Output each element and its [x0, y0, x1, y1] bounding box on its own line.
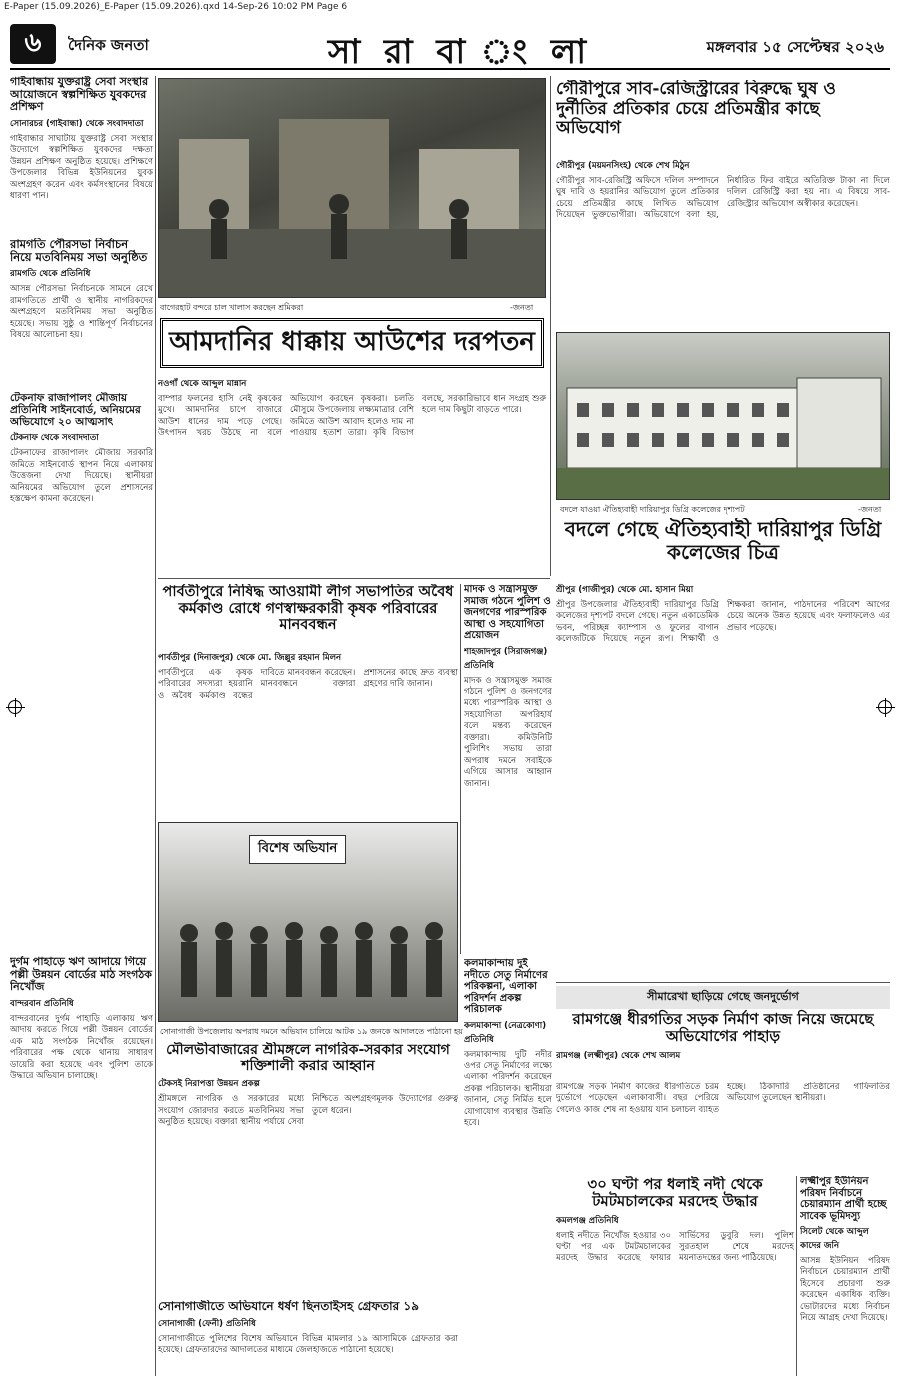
byline: রামগতি থেকে প্রতিনিধি — [10, 269, 91, 280]
article-body: শ্রীমঙ্গলে নাগরিক ও সরকারের মধ্যে সংযোগ জোরদার করতে মতবিনিময় সভা অনুষ্ঠিত হয়েছে। বক্তারা স্থানীয় পর্যায়ে সেবা নিশ্চিতে অংশগ্রহণমূলক উদ্যোগের গুরুত্ব তুলে ধরেন। — [158, 1094, 458, 1128]
page-number: ৬ — [10, 24, 56, 64]
photo-credit: -জনতা — [858, 505, 882, 514]
article-river — [556, 1176, 794, 1376]
byline: কলমাকান্দা (নেত্রকোণা) প্রতিনিধি — [464, 1020, 547, 1045]
headline: গাইবান্ধায় যুক্তরাষ্ট্র সেবা সংস্থার আয়োজনে স্বল্পশিক্ষিত যুবকদের প্রশিক্ষণ — [10, 76, 149, 114]
headline: মৌলভীবাজারের শ্রীমঙ্গলে নাগরিক-সরকার সংযোগ শক্তিশালী করার আহ্বান — [166, 1042, 450, 1075]
photo-caption: বদলে যাওয়া ঐতিহ্যবাহী দারিয়াপুর ডিগ্রি কলেজের দৃশ্যপট — [560, 505, 745, 514]
headline: টেকনাফ রাজাপালং মৌজায় প্রতিনিধি সাইনবোর্ড, অনিয়মের অভিযোগে ২০ আত্মসাৎ — [10, 392, 141, 429]
byline: রামগঞ্জ (লক্ষ্মীপুর) থেকে শেখ আলম — [556, 1050, 681, 1061]
article-body: মাদক ও সন্ত্রাসমুক্ত সমাজ গঠনে পুলিশ ও জনগণের মধ্যে পারস্পরিক আস্থা ও সহযোগিতা অপরিহার্য বলে মন্তব্য করেছেন বক্তারা। কমিউনিটি পুলিশিং সভায় তারা অপরাধ দমনে সবাইকে এগিয়ে আসার আহ্বান জানান। — [464, 675, 552, 789]
headline: গৌরীপুরে সাব-রেজিস্ট্রারের বিরুদ্ধে ঘুষ ও দুর্নীতির প্রতিকার চেয়ে প্রতিমন্ত্রীর কাছে অভিযোগ — [556, 80, 836, 139]
article-sonagazi-block — [158, 1300, 458, 1376]
headline: দুর্গম পাহাড়ে ঋণ আদায়ে গিয়ে পল্লী উন্নয়ন বোর্ডের মাঠ সংগঠক নিখোঁজ — [10, 956, 152, 994]
issue-date: মঙ্গলবার ১৫ সেপ্টেম্বর ২০২৬ — [706, 38, 884, 56]
photo-caption: বাগেরহাট বন্দরে চাল খালাস করছেন শ্রমিকরা — [160, 303, 304, 312]
section-divider — [158, 578, 550, 579]
byline: শাহজাদপুর (সিরাজগঞ্জ) প্রতিনিধি — [464, 646, 548, 671]
article-body: রামগঞ্জে সড়ক নির্মাণ কাজের ধীরগতিতে চরম দুর্ভোগে পড়েছেন এলাকাবাসী। বছর পেরিয়ে গেলেও কাজ শেষ না হওয়ায় যান চলাচল ব্যাহত হচ্ছে। ঠিকাদারি প্রতিষ্ঠানের গাফিলতির অভিযোগ তুলেছেন স্থানীয়রা। — [556, 1082, 890, 1115]
headline: কলমাকান্দায় দুই নদীতে সেতু নির্মাণের পরিকল্পনা, এলাকা পরিদর্শন প্রকল্প পরিচালক — [464, 958, 548, 1015]
masthead — [10, 22, 890, 70]
column-divider — [550, 76, 551, 576]
article-ramgati — [10, 238, 153, 388]
byline: বান্দরবান প্রতিনিধি — [10, 998, 74, 1009]
article-college — [556, 580, 890, 980]
article-parbatipur — [158, 648, 458, 818]
article-body: কলমাকান্দায় দুটি নদীর ওপর সেতু নির্মাণের লক্ষ্যে এলাকা পরিদর্শন করেছেন প্রকল্প পরিচালক। স্থানীয়রা জানান, সেতু নির্মিত হলে যোগাযোগ ব্যবস্থার উন্নতি হবে। — [464, 1049, 552, 1129]
byline: নওগাঁ থেকে আব্দুল মান্নান — [158, 379, 247, 389]
article-aush — [158, 374, 546, 572]
column-divider — [796, 1176, 797, 1376]
headline: আমদানির ধাক্কায় আউশের দরপতন — [169, 327, 535, 358]
file-info-bar: E-Paper (15.09.2026)_E-Paper (15.09.2026).qxd 14-Sep-26 10:02 PM Page 6 — [4, 2, 348, 12]
headline: রামগতি পৌরসভা নির্বাচন নিয়ে মতবিনিময় সভা অনুষ্ঠিত — [10, 238, 148, 265]
article-body: বান্দরবানের দুর্গম পাহাড়ি এলাকায় ঋণ আদায় করতে গিয়ে পল্লী উন্নয়ন বোর্ডের এক মাঠ সংগঠক নিখোঁজ রয়েছেন। পরিবারের পক্ষ থেকে থানায় সাধারণ ডায়েরি করা হয়েছে এবং পুলিশ তাকে উদ্ধারে অভিযান চালাচ্ছে। — [10, 1013, 153, 1082]
byline: সিলেট থেকে আব্দুল কাদের জনি — [800, 1227, 869, 1251]
article-body: বাম্পার ফলনের হাসি নেই কৃষকের মুখে। আমদানির চাপে বাজারে আউশ ধানের দাম পড়ে গেছে। উৎপাদন খরচ উঠছে না বলে অভিযোগ করছেন কৃষকরা। চলতি মৌসুমে উপজেলায় লক্ষ্যমাত্রার বেশি জমিতে আউশ আবাদ হলেও দাম না পাওয়ায় হতাশ তারা। কৃষি বিভাগ বলছে, সরকারিভাবে ধান সংগ্রহ শুরু হলে দাম কিছুটা বাড়তে পারে। — [158, 394, 546, 439]
article-body: ধলাই নদীতে নিখোঁজ হওয়ার ৩০ ঘণ্টা পর এক টমটমচালকের মরদেহ উদ্ধার করেছে ফায়ার সার্ভিসের ডুবুরি দল। পুলিশ সুরতহাল শেষে মরদেহ ময়নাতদন্তের জন্য পাঠিয়েছে। — [556, 1230, 794, 1264]
byline: কমলগঞ্জ প্রতিনিধি — [556, 1215, 619, 1226]
byline: পার্বতীপুর (দিনাজপুর) থেকে মো. জিল্লুর রহমান মিলন — [158, 653, 342, 663]
article-ramganj — [556, 986, 890, 1080]
photo-banner: বিশেষ অভিযান — [249, 835, 346, 864]
article-chittagong — [10, 392, 153, 952]
byline: শ্রীপুর (গাজীপুর) থেকে মো. হাসান মিয়া — [556, 585, 694, 595]
ramganj-body — [556, 1082, 890, 1172]
section-divider — [556, 982, 890, 983]
college-headline-box — [556, 518, 890, 578]
arrest-photo — [158, 822, 458, 1022]
group-illustration — [159, 823, 458, 1022]
headline: বদলে গেছে ঐতিহ্যবাহী দারিয়াপুর ডিগ্রি কলেজের চিত্র — [564, 518, 882, 564]
article-body: গৌরীপুর সাব-রেজিস্ট্রি অফিসে দলিল সম্পাদনে ঘুষ দাবি ও হয়রানির অভিযোগ তুলে প্রতিকার চেয়ে প্রতিমন্ত্রীর কাছে লিখিত অভিযোগ দিয়েছেন ভুক্তভোগীরা। অভিযোগে বলা হয়, নির্ধারিত ফির বাইরে অতিরিক্ত টাকা না দিলে দলিল রেজিস্ট্রি করা হয় না। এ বিষয়ে সাব-রেজিস্ট্রার অভিযোগ অস্বীকার করেছেন। — [556, 176, 890, 221]
workers-illustration — [159, 79, 546, 298]
article-gaibandha — [10, 76, 153, 234]
headline: রামগঞ্জে ধীরগতির সড়ক নির্মাণ কাজ নিয়ে জমেছে অভিযোগের পাহাড় — [572, 1010, 874, 1046]
photo-caption: সোনাগাজী উপজেলায় অপরাধ দমনে অভিযান চালিয়ে আটক ১৯ জনকে আদালতে পাঠানো হয় — [160, 1027, 463, 1036]
article-body: সোনাগাজীতে পুলিশের বিশেষ অভিযানে বিভিন্ন মামলার ১৯ আসামিকে গ্রেফতার করা হয়েছে। গ্রেফতারদের আদালতের মাধ্যমে জেলহাজতে পাঠানো হয়েছে। — [158, 1333, 458, 1356]
article-body: আসন্ন পৌরসভা নির্বাচনকে সামনে রেখে রামগতিতে প্রার্থী ও স্থানীয় নাগরিকদের অংশগ্রহণে মতবিনিময় সভা অনুষ্ঠিত হয়েছে। সভায় সুষ্ঠু ও শান্তিপূর্ণ নির্বাচনের বিষয়ে আলোচনা হয়। — [10, 284, 153, 341]
article-body: শ্রীপুর উপজেলার ঐতিহ্যবাহী দারিয়াপুর ডিগ্রি কলেজের দৃশ্যপট বদলে গেছে। নতুন একাডেমিক ভবন, পরিচ্ছন্ন ক্যাম্পাস ও ফুলের বাগান কলেজটিকে দিয়েছে নতুন রূপ। শিক্ষার্থী ও শিক্ষকরা জানান, পাঠদানের পরিবেশ আগের চেয়ে অনেক উন্নত হয়েছে এবং ফলাফলেও এর প্রভাব পড়েছে। — [556, 600, 890, 645]
college-photo — [556, 332, 890, 500]
kicker: সীমারেখা ছাড়িয়ে গেছে জনদুর্ভোগ — [556, 986, 890, 1009]
article-durgapur — [10, 956, 153, 1376]
byline: সোনারচর (গাইবান্ধা) থেকে সংবাদদাতা — [10, 118, 144, 129]
headline: মাদক ও সন্ত্রাসমুক্ত সমাজ গঠনে পুলিশ ও জনগণের পারস্পরিক আস্থা ও সহযোগিতা প্রয়োজন — [464, 584, 551, 641]
column-divider — [460, 584, 461, 954]
article-body: আসন্ন ইউনিয়ন পরিষদ নির্বাচনে চেয়ারম্যান প্রার্থী হিসেবে প্রচারণা শুরু করেছেন একাধিক ব্যক্তি। ভোটারদের মধ্যে নির্বাচন নিয়ে আগ্রহ দেখা দিয়েছে। — [800, 1256, 890, 1324]
article-body: পার্বতীপুরে এক কৃষক পরিবারের সদস্যরা হয়রানি ও অবৈধ কর্মকাণ্ড বন্ধের দাবিতে মানববন্ধন করেছেন। মানববন্ধনে বক্তারা প্রশাসনের কাছে দ্রুত ব্যবস্থা গ্রহণের দাবি জানান। — [158, 668, 458, 701]
parbatipur-headline-box — [158, 584, 458, 646]
article-laxmipur — [800, 1176, 890, 1376]
aush-headline-box — [160, 318, 544, 368]
byline: টেকনাফ থেকে সংবাদদাতা — [10, 433, 99, 444]
article-kalmakanda — [464, 958, 552, 1376]
byline: টেকসই নিরাপত্তা উন্নয়ন প্রকল্প — [158, 1079, 260, 1090]
article-gouripur — [556, 156, 890, 326]
headline: পার্বতীপুরে নিষিদ্ধ আওয়ামী লীগ সভাপতির অবৈধ কর্মকাণ্ড রোধে গণস্বাক্ষরকারী কৃষক পরিবারের মানববন্ধন — [162, 584, 454, 634]
gouripur-headline-box — [556, 80, 890, 152]
college-building-illustration — [557, 333, 890, 500]
article-body: টেকনাফের রাজাপালং মৌজায় সরকারি জমিতে সাইনবোর্ড স্থাপন নিয়ে এলাকায় উত্তেজনা দেখা দিয়েছে। স্থানীয়রা অনিয়মের অভিযোগ তুলে প্রশাসনের হস্তক্ষেপ কামনা করেছেন। — [10, 448, 153, 505]
byline: সোনাগাজী (ফেনী) প্রতিনিধি — [158, 1318, 256, 1329]
paper-name: দৈনিক জনতা — [68, 36, 149, 54]
byline: গৌরীপুর (ময়মনসিংহ) থেকে শেখ মিঠুন — [556, 161, 690, 171]
article-dhaka-police — [464, 584, 552, 954]
column-divider — [155, 76, 156, 1376]
port-photo — [158, 78, 546, 298]
section-title: সা রা বা ং লা — [327, 32, 593, 72]
headline: ৩০ ঘণ্টা পর ধলাই নদী থেকে টমটমচালকের মরদেহ উদ্ধার — [587, 1176, 763, 1211]
headline: সোনাগাজীতে অভিযানে ধর্ষণ ছিনতাইসহ গ্রেফতার ১৯ — [158, 1300, 419, 1313]
photo-credit: -জনতা — [510, 303, 534, 312]
article-body: গাইবান্ধার সাঘাটায় যুক্তরাষ্ট্র সেবা সংস্থার উদ্যোগে স্বল্পশিক্ষিত যুবকদের দক্ষতা উন্নয়ন প্রশিক্ষণ অনুষ্ঠিত হয়েছে। প্রশিক্ষণে উপজেলার বিভিন্ন ইউনিয়নের যুবক অংশগ্রহণ করেন এবং কর্মসংস্থানের বিষয়ে ধারণা পান। — [10, 133, 153, 202]
headline: লক্ষ্মীপুর ইউনিয়ন পরিষদ নির্বাচনে চেয়ারম্যান প্রার্থী হচ্ছে সাবেক ভূমিদস্যু — [800, 1176, 887, 1222]
